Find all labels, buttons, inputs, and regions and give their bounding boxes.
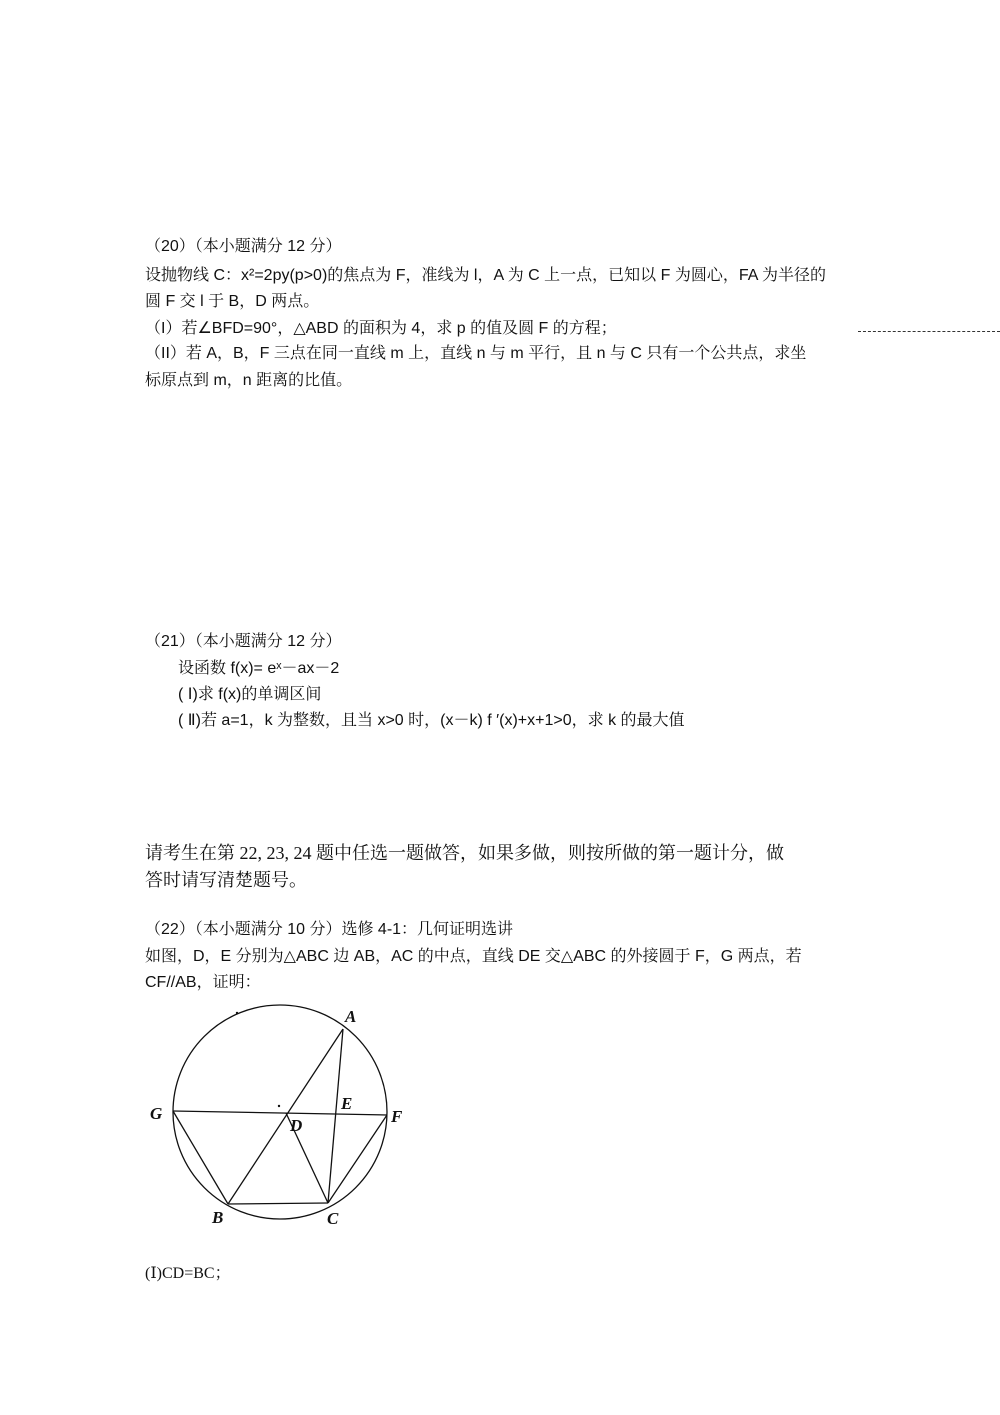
segment-GB bbox=[173, 1111, 228, 1204]
segment-BC bbox=[228, 1203, 328, 1204]
label-E: E bbox=[341, 1094, 353, 1113]
label-A: A bbox=[345, 1007, 357, 1026]
q21-header: （21）（本小题满分 12 分） bbox=[145, 633, 342, 650]
segment-FC bbox=[328, 1115, 387, 1203]
q22-line2: CF//AB，证明： bbox=[145, 974, 261, 991]
stray-dot bbox=[236, 1012, 238, 1014]
q21-function: 设函数 f(x)= eˣ－ax－2 bbox=[178, 660, 340, 677]
q20-part1: （I）若∠BFD=90°，△ABD 的面积为 4，求 p 的值及圆 F 的方程； bbox=[145, 320, 617, 337]
q21-part1: ( Ⅰ)求 f(x)的单调区间 bbox=[178, 686, 322, 703]
q20-part2-line2: 标原点到 m，n 距离的比值。 bbox=[145, 372, 353, 389]
geometry-figure bbox=[140, 996, 420, 1236]
q22-line1: 如图，D，E 分别为△ABC 边 AB，AC 的中点，直线 DE 交△ABC 的外接圆于 F，G 两点，若 bbox=[145, 948, 802, 965]
label-C: C bbox=[327, 1209, 339, 1228]
q20-line2: 圆 F 交 l 于 B，D 两点。 bbox=[145, 293, 320, 310]
segment-AC bbox=[328, 1029, 343, 1203]
dashed-cut-line bbox=[858, 331, 1000, 332]
q20-part2-line1: （II）若 A，B，F 三点在同一直线 m 上，直线 n 与 m 平行，且 n 与 C 只有一个公共点，求坐 bbox=[145, 345, 807, 362]
q21-part2: ( Ⅱ)若 a=1，k 为整数，且当 x>0 时，(x－k) f ′(x)+x+1>0，求 k 的最大值 bbox=[178, 712, 685, 729]
q22-part1: (Ⅰ)CD=BC； bbox=[145, 1265, 231, 1282]
label-B: B bbox=[212, 1208, 224, 1227]
label-D: D bbox=[290, 1116, 303, 1135]
label-G: G bbox=[150, 1104, 163, 1123]
q22-header: （22）（本小题满分 10 分）选修 4-1：几何证明选讲 bbox=[145, 921, 514, 938]
q20-line1: 设抛物线 C：x²=2py(p>0)的焦点为 F，准线为 l，A 为 C 上一点，已知以 F 为圆心，FA 为半径的 bbox=[145, 267, 826, 284]
line-GF bbox=[173, 1111, 387, 1115]
notice-line1: 请考生在第 22, 23, 24 题中任选一题做答，如果多做，则按所做的第一题计分，做 bbox=[145, 843, 784, 863]
notice-line2: 答时请写清楚题号。 bbox=[145, 870, 307, 890]
center-dot bbox=[278, 1105, 280, 1107]
q20-header: （20）（本小题满分 12 分） bbox=[145, 238, 342, 255]
segment-AB bbox=[228, 1029, 343, 1204]
label-F: F bbox=[391, 1107, 403, 1126]
